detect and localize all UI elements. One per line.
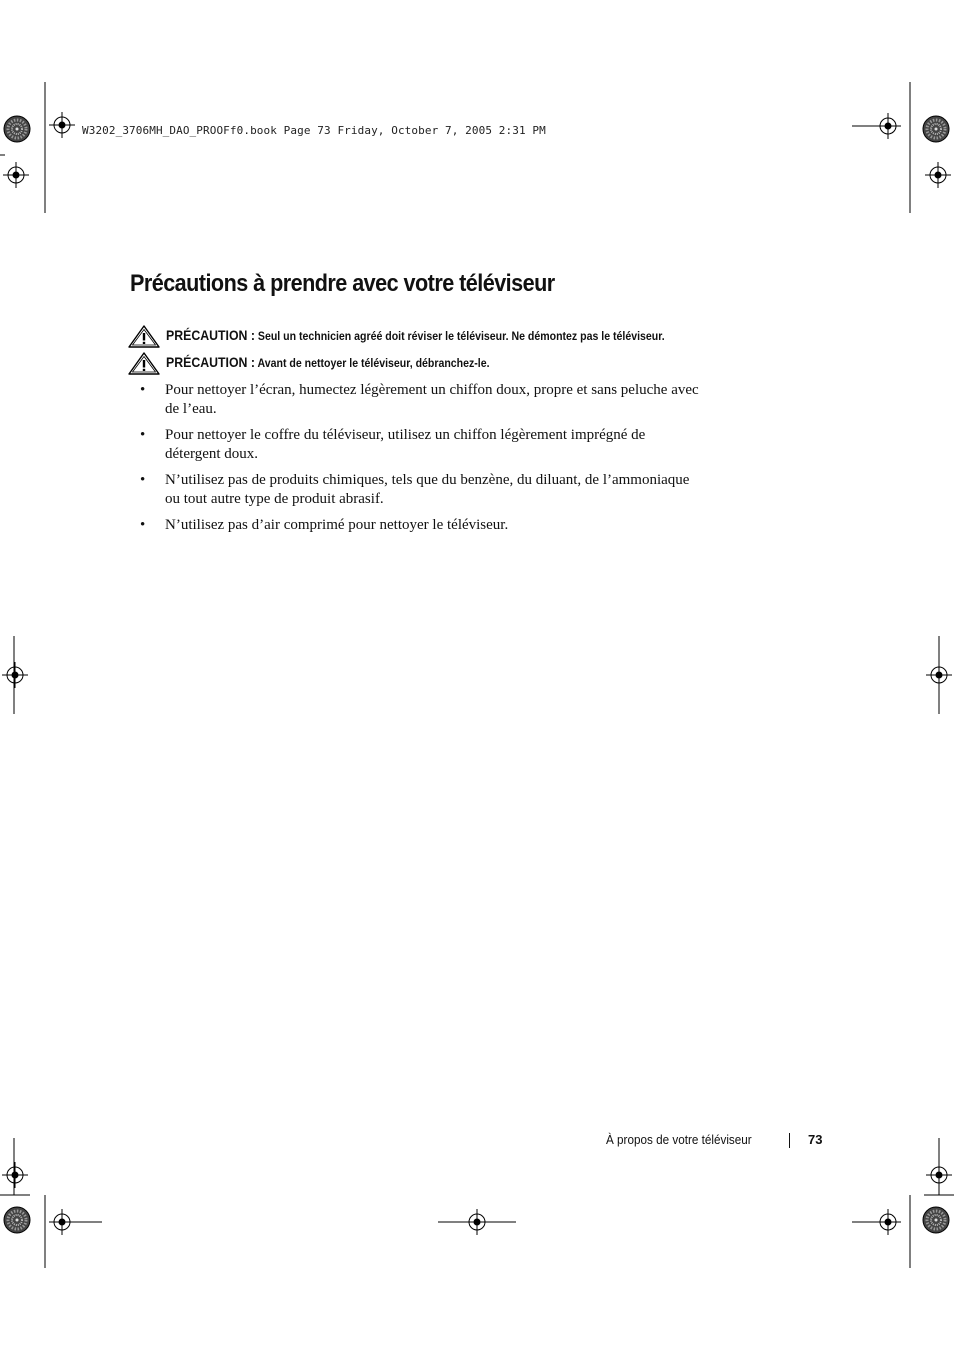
bullet: • <box>140 517 146 533</box>
bullet: • <box>140 472 146 488</box>
caution-notice <box>128 325 768 349</box>
caution-message: Avant de nettoyer le téléviseur, débranchez-le. <box>257 356 490 370</box>
list-item <box>140 516 750 535</box>
caution-label: PRÉCAUTION : <box>166 327 255 343</box>
list-item <box>140 381 750 419</box>
list-item-line: de l’eau. <box>165 401 217 417</box>
caution-notice <box>128 352 768 376</box>
footer-section-title: À propos de votre téléviseur <box>606 1132 752 1147</box>
bullet: • <box>140 427 146 443</box>
caution-text <box>166 327 665 343</box>
caution-text <box>166 354 490 370</box>
list-item-line: N’utilisez pas de produits chimiques, tels que du benzène, du diluant, de l’ammoniaque <box>165 472 690 488</box>
warning-triangle-icon <box>128 352 160 376</box>
list-item-line: Pour nettoyer l’écran, humectez légèrement un chiffon doux, propre et sans peluche avec <box>165 382 699 398</box>
footer-divider <box>789 1133 790 1148</box>
proof-header: W3202_3706MH_DAO_PROOFf0.book Page 73 Friday, October 7, 2005 2:31 PM <box>82 124 546 137</box>
list-item-line: ou tout autre type de produit abrasif. <box>165 491 384 507</box>
warning-triangle-icon <box>128 325 160 349</box>
list-item-line: détergent doux. <box>165 446 259 462</box>
page-title: Précautions à prendre avec votre téléviseur <box>130 270 555 297</box>
caution-label: PRÉCAUTION : <box>166 354 255 370</box>
list-item-line: Pour nettoyer le coffre du téléviseur, utilisez un chiffon légèrement imprégné de <box>165 427 646 443</box>
page-number: 73 <box>808 1132 823 1147</box>
bullet: • <box>140 382 146 398</box>
cleaning-instructions-list <box>140 381 750 542</box>
list-item <box>140 426 750 464</box>
list-item-line: N’utilisez pas d’air comprimé pour nettoyer le téléviseur. <box>165 517 509 533</box>
list-item <box>140 471 750 509</box>
caution-message: Seul un technicien agréé doit réviser le téléviseur. Ne démontez pas le téléviseur. <box>257 329 665 343</box>
